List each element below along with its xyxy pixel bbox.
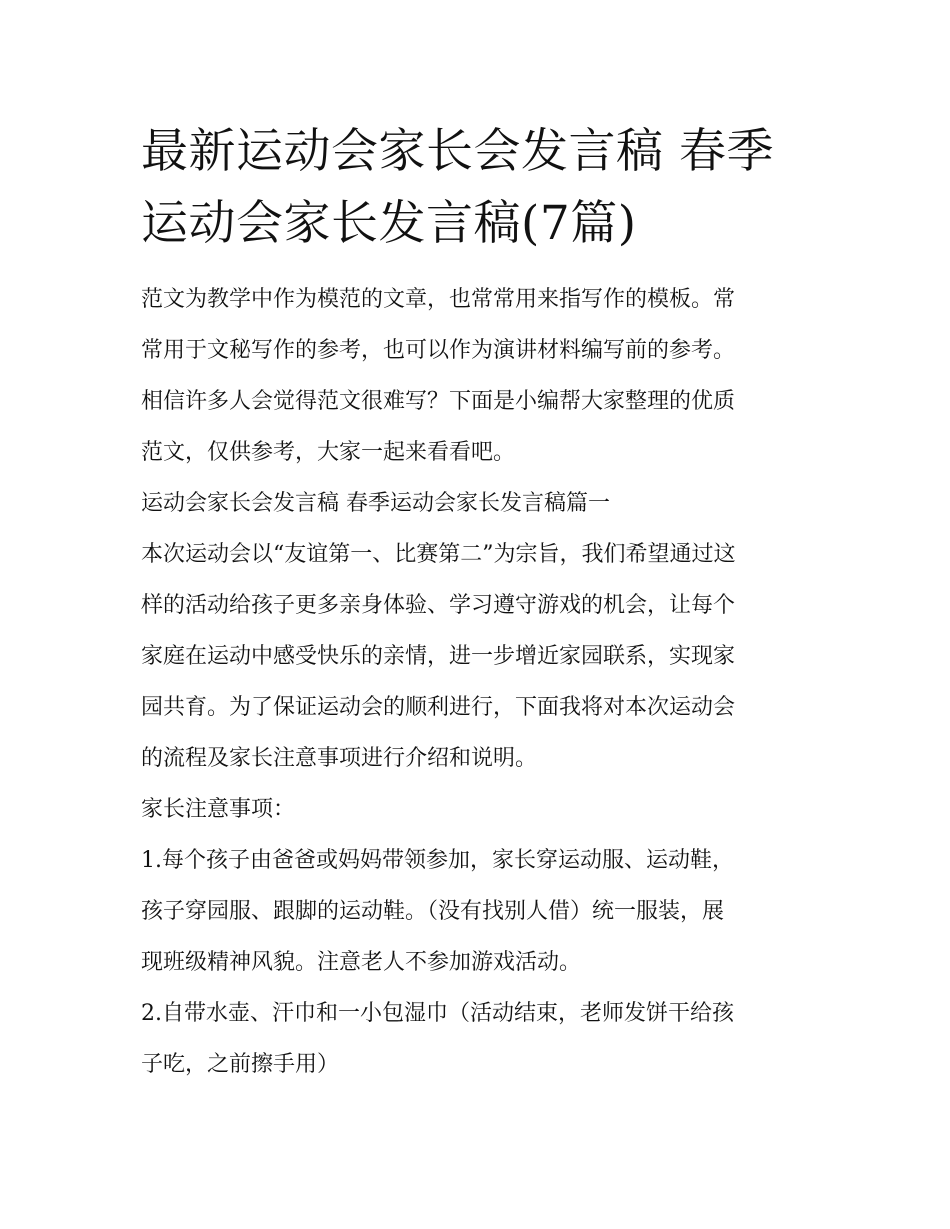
text-line: 常用于文秘写作的参考，也可以作为演讲材料编写前的参考。 [141,338,736,363]
purpose-paragraph [141,529,813,784]
text-line: 样的活动给孩子更多亲身体验、学习遵守游戏的机会，让每个 [141,593,736,618]
text-line: 的流程及家长注意事项进行介绍和说明。 [141,746,538,771]
section-heading-text: 运动会家长会发言稿 春季运动会家长发言稿篇一 [141,491,610,516]
notice-item-2 [141,988,813,1090]
text-line: 家庭在运动中感受快乐的亲情，进一步增近家园联系，实现家 [141,644,736,669]
document-page [141,116,813,1090]
title-line: 最新运动会家长会发言稿 春季 [141,124,774,179]
text-line: 1.每个孩子由爸爸或妈妈带领参加，家长穿运动服、运动鞋， [141,848,734,873]
text-line: 孩子穿园服、跟脚的运动鞋。（没有找别人借）统一服装，展 [141,899,725,924]
section-heading [141,478,813,529]
text-line: 2.自带水壶、汗巾和一小包湿巾（活动结束，老师发饼干给孩 [141,1001,734,1026]
text-line: 子吃，之前擦手用） [141,1052,340,1077]
text-line: 相信许多人会觉得范文很难写？下面是小编帮大家整理的优质 [141,389,736,414]
notice-heading [141,784,813,835]
text-line: 本次运动会以“友谊第一、比赛第二”为宗旨，我们希望通过这 [141,542,736,567]
document-title [141,116,813,260]
text-line: 范文为教学中作为模范的文章，也常常用来指写作的模板。常 [141,287,736,312]
text-line: 现班级精神风貌。注意老人不参加游戏活动。 [141,950,582,975]
title-line: 运动会家长发言稿(7篇) [141,196,637,251]
text-line: 范文，仅供参考，大家一起来看看吧。 [141,440,516,465]
notice-item-1 [141,835,813,988]
intro-paragraph [141,274,813,478]
notice-heading-text: 家长注意事项： [141,797,296,822]
text-line: 园共育。为了保证运动会的顺利进行，下面我将对本次运动会 [141,695,736,720]
document-body [141,274,813,1090]
